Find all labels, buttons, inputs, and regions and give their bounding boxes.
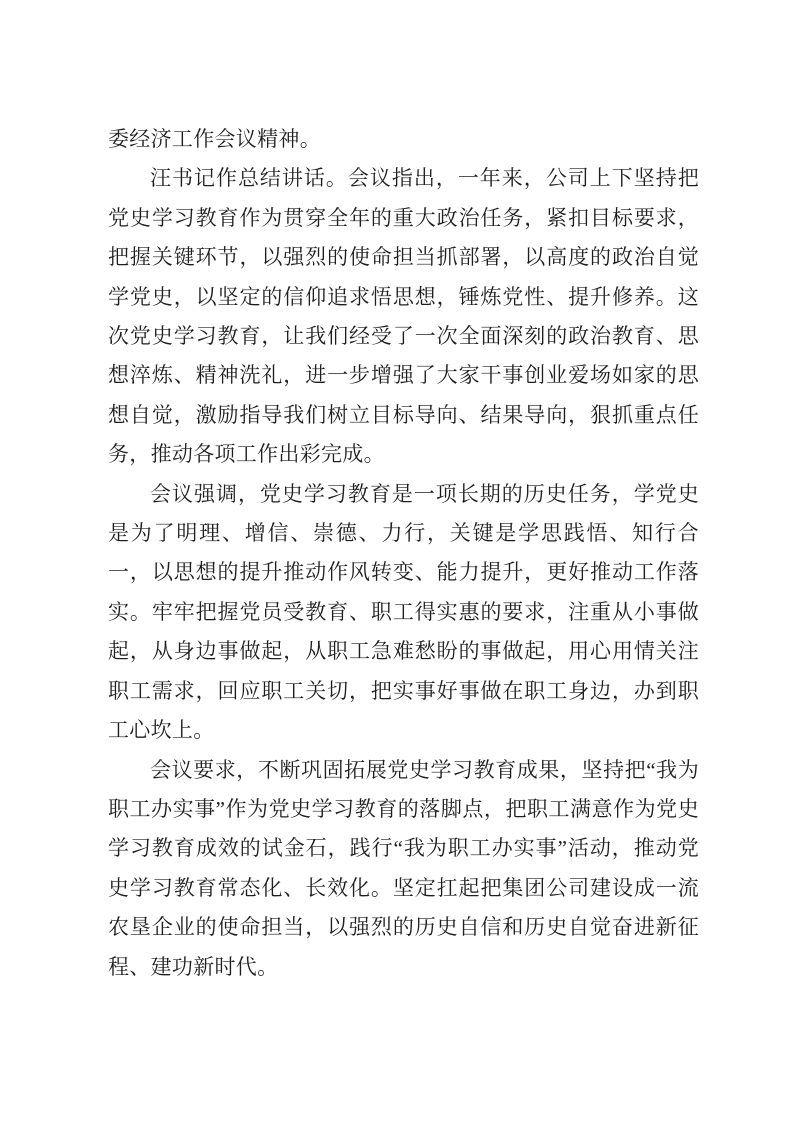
paragraph-meeting-requirements: 会议要求，不断巩固拓展党史学习教育成果，坚持把“我为职工办实事”作为党史学习教育的落脚点，把职工满意作为党史学习教育成效的试金石，践行“我为职工办实事”活动，推动党史学习教育常态化、长效化。坚定扛起把集团公司建设成一流农垦企业的使命担当，以强烈的历史自信和历史自觉奋进新征程、建功新时代。 (108, 757, 699, 979)
paragraph-continuation: 委经济工作会议精神。 (108, 127, 321, 151)
paragraph-meeting-emphasis: 会议强调，党史学习教育是一项长期的历史任务，学党史是为了明理、增信、崇德、力行，关键是学思践悟、知行合一，以思想的提升推动作风转变、能力提升，更好推动工作落实。牢牢把握党员受教育、职工得实惠的要求，注重从小事做起，从身边事做起，从职工急难愁盼的事做起，用心用情关注职工需求，回应职工关切，把实事好事做在职工身边，办到职工心坎上。 (108, 481, 699, 743)
document-body (108, 120, 699, 987)
paragraph-summary-speech: 汪书记作总结讲话。会议指出，一年来，公司上下坚持把党史学习教育作为贯穿全年的重大政治任务，紧扣目标要求，把握关键环节，以强烈的使命担当抓部署，以高度的政治自觉学党史，以坚定的信仰追求悟思想，锤炼党性、提升修养。这次党史学习教育，让我们经受了一次全面深刻的政治教育、思想淬炼、精神洗礼，进一步增强了大家干事创业爱场如家的思想自觉，激励指导我们树立目标导向、结果导向，狠抓重点任务，推动各项工作出彩完成。 (108, 166, 699, 467)
